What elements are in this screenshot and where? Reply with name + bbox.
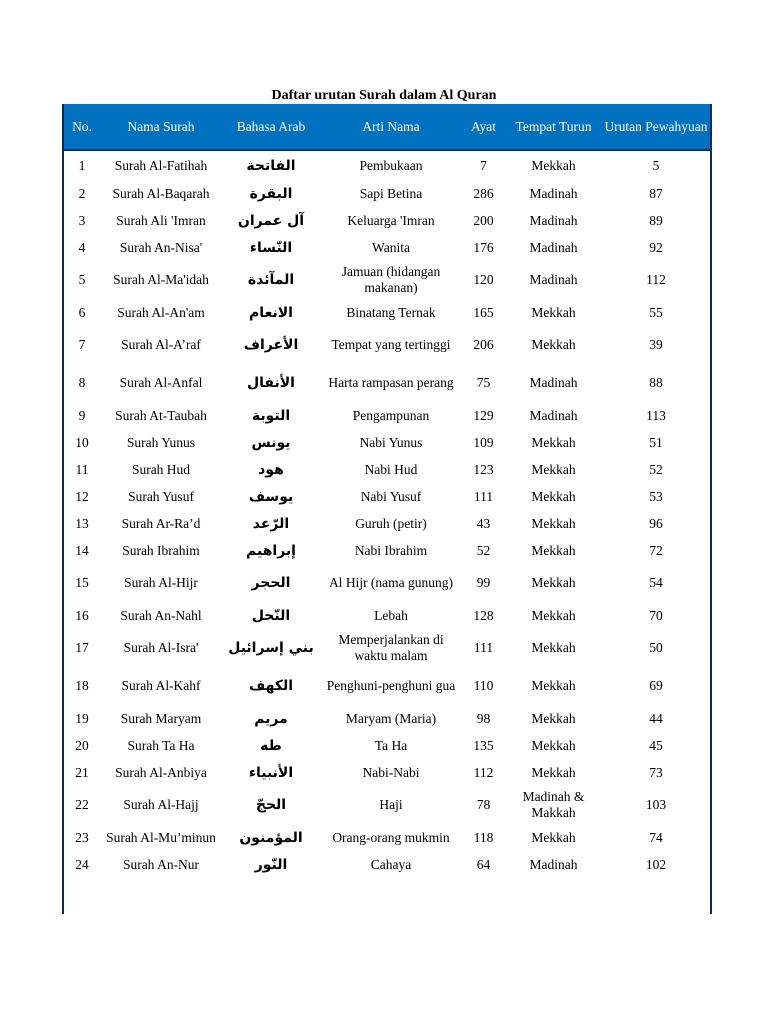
cell-urutan-pewahyuan: 51 (649, 434, 663, 450)
cell-no: 10 (75, 434, 89, 450)
cell-urutan-pewahyuan: 44 (649, 710, 663, 726)
cell-urutan-pewahyuan: 102 (645, 856, 667, 872)
cell-nama-surah: Surah Al-Anbiya (115, 764, 207, 780)
cell-bahasa-arab: البقرة (249, 185, 293, 202)
cell-tempat-turun: Madinah & Makkah (522, 789, 585, 820)
header-no: No. (63, 104, 101, 150)
cell-ayat: 75 (476, 375, 491, 390)
cell-tempat-turun: Mekkah (531, 515, 576, 531)
cell-urutan-pewahyuan: 45 (649, 737, 663, 753)
table-row (63, 234, 711, 261)
cell-urutan-pewahyuan: 73 (649, 764, 663, 780)
cell-tempat-turun: Mekkah (531, 607, 576, 623)
cell-bahasa-arab: الكهف (248, 678, 294, 694)
cell-no: 7 (78, 337, 86, 352)
table-row (63, 429, 711, 456)
surah-table-container (63, 104, 711, 878)
cell-tempat-turun: Madinah (529, 239, 578, 255)
cell-urutan-pewahyuan: 69 (649, 678, 663, 693)
cell-nama-surah: Surah Yunus (126, 434, 196, 450)
page-title: Daftar urutan Surah dalam Al Quran (271, 88, 497, 103)
cell-urutan-pewahyuan: 72 (649, 542, 663, 558)
cell-bahasa-arab: طه (260, 737, 282, 754)
cell-no: 2 (78, 185, 86, 201)
cell-no: 20 (75, 737, 89, 753)
cell-bahasa-arab: الحجّ (255, 797, 287, 813)
cell-nama-surah: Surah Ali 'Imran (116, 212, 206, 228)
cell-ayat: 135 (473, 737, 494, 753)
table-row (63, 851, 711, 878)
cell-ayat: 123 (473, 461, 494, 477)
cell-nama-surah: Surah Al-Hijr (124, 575, 198, 590)
surah-table (63, 104, 711, 878)
cell-bahasa-arab: التوبة (251, 407, 291, 424)
cell-bahasa-arab: يونس (251, 434, 291, 451)
cell-arti-nama: Nabi-Nabi (362, 764, 420, 780)
cell-tempat-turun: Mekkah (531, 710, 576, 726)
table-row (63, 705, 711, 732)
cell-nama-surah: Surah Maryam (120, 710, 202, 726)
cell-bahasa-arab: الرّعد (252, 515, 290, 532)
cell-tempat-turun: Madinah (529, 856, 578, 872)
cell-no: 9 (78, 407, 86, 423)
cell-urutan-pewahyuan: 39 (649, 337, 663, 352)
cell-arti-nama: Memperjalankan di waktu malam (338, 632, 444, 663)
cell-tempat-turun: Mekkah (531, 157, 576, 173)
cell-no: 13 (75, 515, 89, 531)
table-row (63, 261, 711, 299)
cell-no: 8 (78, 375, 86, 390)
cell-no: 23 (75, 829, 89, 845)
cell-nama-surah: Surah Al-Ma'idah (113, 272, 209, 287)
cell-nama-surah: Surah Al-Anfal (119, 375, 203, 390)
cell-urutan-pewahyuan: 70 (649, 607, 663, 623)
table-row (63, 483, 711, 510)
cell-arti-nama: Nabi Ibrahim (354, 542, 428, 558)
cell-bahasa-arab: آل عمران (237, 212, 305, 229)
cell-ayat: 206 (473, 337, 494, 352)
cell-urutan-pewahyuan: 55 (649, 304, 663, 320)
cell-ayat: 43 (476, 515, 491, 531)
cell-no: 14 (75, 542, 89, 558)
cell-urutan-pewahyuan: 74 (649, 829, 663, 845)
cell-tempat-turun: Mekkah (531, 764, 576, 780)
table-header-row (63, 104, 711, 150)
cell-tempat-turun: Mekkah (531, 737, 576, 753)
cell-no: 5 (78, 272, 86, 287)
cell-tempat-turun: Mekkah (531, 434, 576, 450)
cell-no: 11 (75, 461, 89, 477)
table-row (63, 510, 711, 537)
cell-ayat: 120 (473, 272, 494, 287)
cell-nama-surah: Surah Al-Isra' (123, 640, 199, 655)
cell-arti-nama: Penghuni-penghuni gua (326, 678, 456, 693)
cell-no: 22 (75, 797, 89, 812)
cell-urutan-pewahyuan: 113 (646, 407, 666, 423)
table-row (63, 564, 711, 602)
cell-nama-surah: Surah Al-Baqarah (112, 185, 210, 201)
cell-tempat-turun: Mekkah (531, 304, 576, 320)
cell-urutan-pewahyuan: 92 (649, 239, 663, 255)
cell-arti-nama: Al Hijr (nama gunung) (328, 575, 454, 590)
table-row (63, 207, 711, 234)
table-body (63, 150, 711, 878)
cell-nama-surah: Surah Ar-Ra’d (121, 515, 201, 531)
cell-arti-nama: Wanita (372, 239, 410, 255)
cell-urutan-pewahyuan: 103 (645, 797, 667, 812)
cell-ayat: 112 (473, 764, 494, 780)
cell-bahasa-arab: يوسف (248, 488, 294, 505)
cell-arti-nama: Jamuan (hidangan makanan) (341, 264, 441, 295)
cell-no: 3 (78, 212, 86, 228)
cell-ayat: 176 (473, 239, 494, 255)
table-row (63, 299, 711, 326)
cell-urutan-pewahyuan: 50 (649, 640, 663, 655)
cell-ayat: 129 (473, 407, 494, 423)
cell-bahasa-arab: الأنفال (247, 375, 295, 391)
table-row (63, 364, 711, 402)
cell-no: 6 (78, 304, 86, 320)
cell-urutan-pewahyuan: 96 (649, 515, 663, 531)
cell-arti-nama: Pembukaan (359, 157, 423, 173)
cell-nama-surah: Surah Yusuf (128, 488, 194, 504)
cell-urutan-pewahyuan: 112 (646, 272, 666, 287)
cell-no: 1 (78, 157, 86, 173)
cell-nama-surah: Surah Al-Hajj (123, 797, 199, 812)
cell-arti-nama: Keluarga 'Imran (347, 212, 435, 228)
cell-tempat-turun: Mekkah (531, 829, 576, 845)
table-row (63, 602, 711, 629)
cell-nama-surah: Surah Ta Ha (127, 737, 195, 753)
cell-arti-nama: Maryam (Maria) (345, 710, 437, 726)
cell-arti-nama: Cahaya (370, 856, 412, 872)
cell-ayat: 98 (476, 710, 491, 726)
cell-tempat-turun: Mekkah (531, 575, 576, 590)
table-row (63, 824, 711, 851)
table-row (63, 667, 711, 705)
cell-bahasa-arab: بني إسرائيل (228, 640, 314, 656)
header-nama-surah: Nama Surah (101, 104, 221, 150)
cell-urutan-pewahyuan: 87 (649, 185, 663, 201)
cell-nama-surah: Surah An-Nisa' (119, 239, 203, 255)
cell-nama-surah: Surah Al-Mu’minun (106, 829, 216, 845)
cell-tempat-turun: Madinah (529, 375, 578, 390)
cell-tempat-turun: Madinah (529, 407, 578, 423)
cell-nama-surah: Surah An-Nahl (120, 607, 202, 623)
cell-arti-nama: Nabi Yusuf (360, 488, 422, 504)
table-row (63, 456, 711, 483)
cell-no: 16 (75, 607, 89, 623)
cell-ayat: 111 (473, 488, 494, 504)
cell-ayat: 52 (476, 542, 491, 558)
cell-arti-nama: Harta rampasan perang (328, 375, 454, 390)
cell-bahasa-arab: النّحل (251, 607, 291, 624)
cell-arti-nama: Orang-orang mukmin (332, 829, 450, 845)
cell-no: 21 (75, 764, 89, 780)
cell-arti-nama: Nabi Yunus (359, 434, 423, 450)
cell-bahasa-arab: النّساء (249, 239, 293, 256)
table-row (63, 326, 711, 364)
cell-no: 17 (75, 640, 89, 655)
table-row (63, 537, 711, 564)
cell-nama-surah: Surah Hud (131, 461, 191, 477)
cell-urutan-pewahyuan: 89 (649, 212, 663, 228)
cell-tempat-turun: Mekkah (531, 337, 576, 352)
cell-bahasa-arab: المؤمنون (239, 829, 303, 846)
cell-ayat: 111 (473, 640, 494, 655)
cell-nama-surah: Surah Al-Fatihah (114, 157, 208, 173)
cell-tempat-turun: Madinah (529, 272, 578, 287)
cell-bahasa-arab: النّور (254, 856, 288, 873)
table-row (63, 732, 711, 759)
cell-tempat-turun: Mekkah (531, 488, 576, 504)
cell-bahasa-arab: الانعام (249, 304, 293, 321)
cell-bahasa-arab: مريم (254, 710, 288, 727)
table-row (63, 786, 711, 824)
cell-bahasa-arab: الأعراف (243, 337, 299, 353)
header-ayat: Ayat (461, 104, 506, 150)
cell-tempat-turun: Mekkah (531, 461, 576, 477)
cell-ayat: 99 (476, 575, 491, 590)
cell-tempat-turun: Mekkah (531, 542, 576, 558)
header-bahasa-arab: Bahasa Arab (221, 104, 321, 150)
cell-arti-nama: Binatang Ternak (346, 304, 436, 320)
cell-tempat-turun: Mekkah (531, 678, 576, 693)
cell-urutan-pewahyuan: 53 (649, 488, 663, 504)
cell-arti-nama: Sapi Betina (359, 185, 423, 201)
table-row (63, 759, 711, 786)
cell-ayat: 165 (473, 304, 494, 320)
cell-ayat: 110 (473, 678, 494, 693)
cell-bahasa-arab: المآئدة (247, 272, 295, 288)
cell-arti-nama: Tempat yang tertinggi (331, 337, 451, 352)
cell-ayat: 64 (476, 856, 491, 872)
cell-nama-surah: Surah Al-An'am (117, 304, 205, 320)
cell-nama-surah: Surah At-Taubah (115, 407, 207, 423)
table-row (63, 150, 711, 180)
cell-nama-surah: Surah Al-Kahf (121, 678, 201, 693)
cell-ayat: 118 (473, 829, 494, 845)
cell-ayat: 7 (480, 157, 487, 173)
cell-ayat: 200 (473, 212, 494, 228)
table-row (63, 180, 711, 207)
cell-nama-surah: Surah An-Nur (122, 856, 200, 872)
cell-bahasa-arab: إبراهيم (246, 542, 296, 559)
cell-no: 4 (78, 239, 86, 255)
cell-urutan-pewahyuan: 88 (649, 375, 663, 390)
cell-no: 12 (75, 488, 89, 504)
table-row (63, 629, 711, 667)
header-arti-nama: Arti Nama (321, 104, 461, 150)
cell-arti-nama: Ta Ha (374, 737, 408, 753)
cell-urutan-pewahyuan: 52 (649, 461, 663, 477)
header-tempat-turun: Tempat Turun (506, 104, 601, 150)
cell-tempat-turun: Madinah (529, 185, 578, 201)
cell-ayat: 109 (473, 434, 494, 450)
cell-arti-nama: Nabi Hud (364, 461, 418, 477)
cell-bahasa-arab: الفاتحة (246, 157, 296, 174)
cell-nama-surah: Surah Ibrahim (122, 542, 200, 558)
cell-no: 15 (75, 575, 89, 590)
cell-ayat: 128 (473, 607, 494, 623)
cell-arti-nama: Guruh (petir) (355, 515, 427, 531)
cell-arti-nama: Lebah (374, 607, 408, 623)
cell-no: 24 (75, 856, 89, 872)
table-row (63, 402, 711, 429)
cell-no: 18 (75, 678, 89, 693)
cell-arti-nama: Pengampunan (352, 407, 430, 423)
cell-nama-surah: Surah Al-A’raf (121, 337, 201, 352)
cell-tempat-turun: Mekkah (531, 640, 576, 655)
cell-bahasa-arab: الأنبياء (248, 764, 294, 781)
cell-ayat: 286 (473, 185, 494, 201)
cell-urutan-pewahyuan: 54 (649, 575, 663, 590)
cell-tempat-turun: Madinah (529, 212, 578, 228)
cell-bahasa-arab: الحجر (251, 575, 291, 591)
cell-urutan-pewahyuan: 5 (652, 157, 660, 173)
cell-arti-nama: Haji (379, 797, 403, 812)
cell-no: 19 (75, 710, 89, 726)
header-urutan-pewahyuan: Urutan Pewahyuan (601, 104, 711, 150)
cell-ayat: 78 (476, 797, 491, 812)
cell-bahasa-arab: هود (258, 461, 284, 478)
